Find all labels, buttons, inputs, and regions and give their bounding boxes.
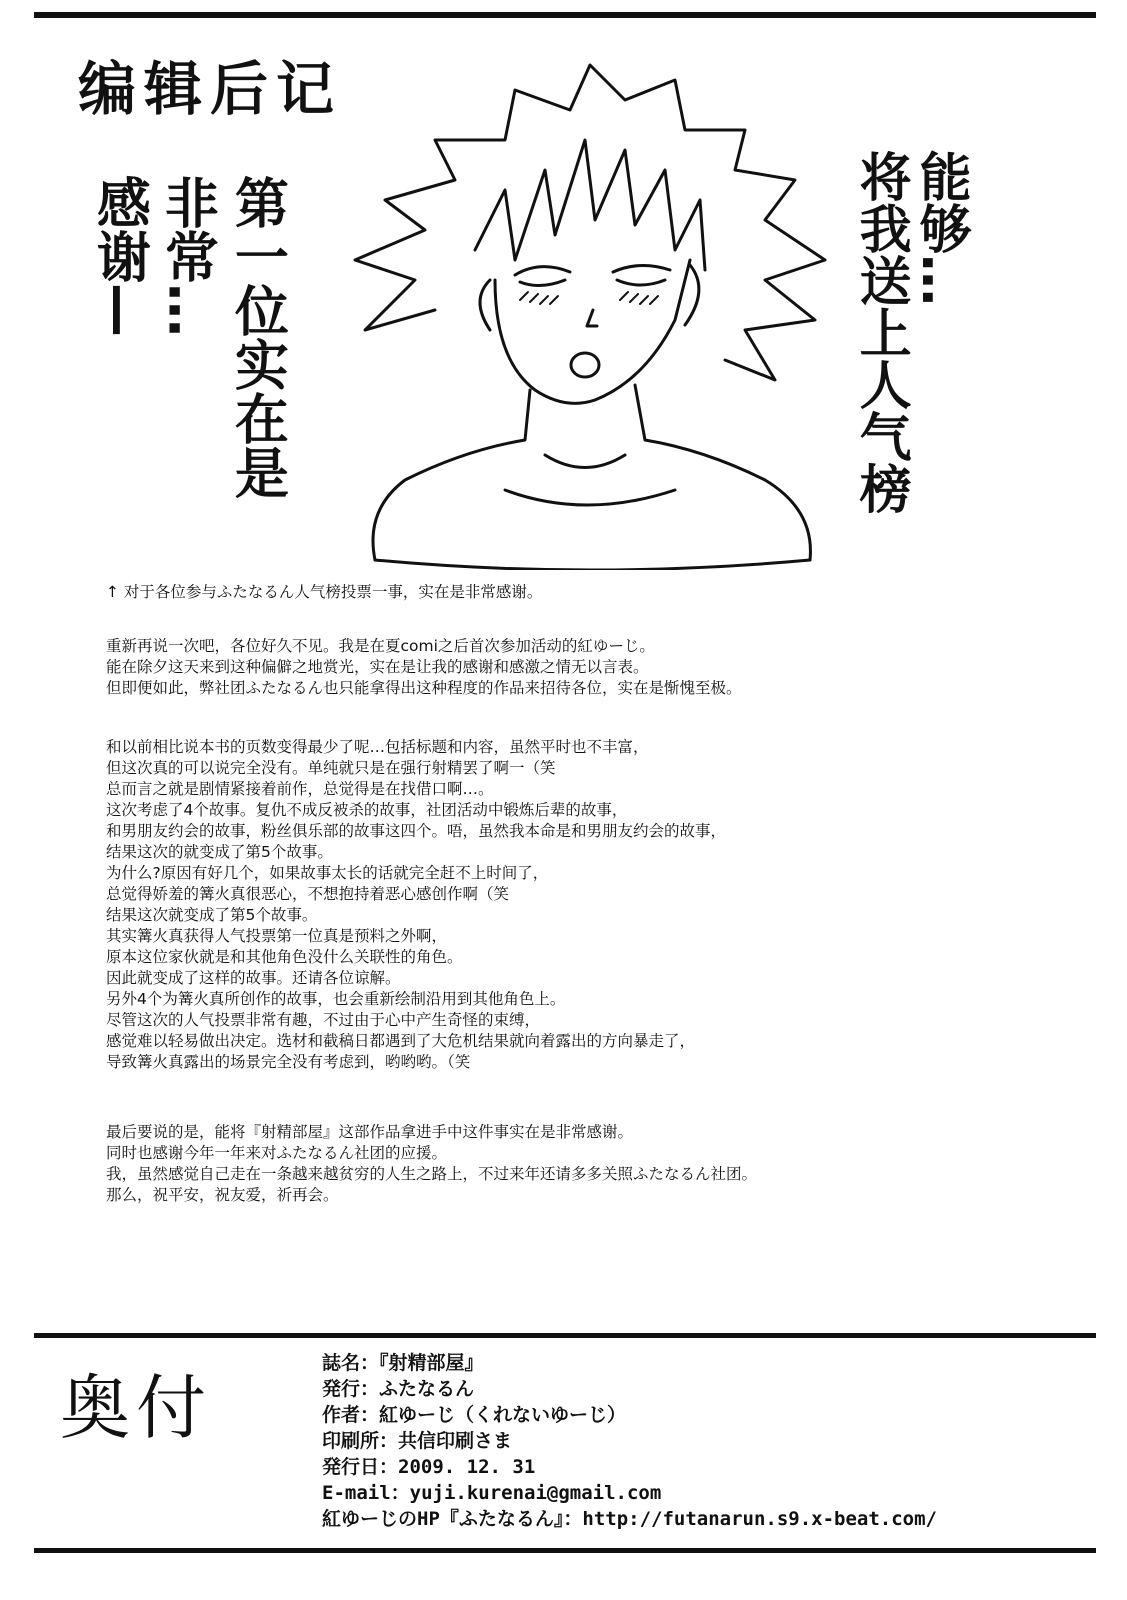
colophon-line-author: 作者：紅ゆーじ（くれないゆーじ） [322,1404,627,1426]
caption-text: ↑ 对于各位参与ふたなるん人气榜投票一事，实在是非常感谢。 [106,583,543,601]
vertical-text-right-1 [912,150,982,306]
vertical-text-left-3 [90,175,160,337]
paragraph-line: 和男朋友约会的故事，粉丝俱乐部的故事这四个。唔，虽然我本命是和男朋友约会的故事， [106,822,727,840]
paragraph-line: 和以前相比说本书的页数变得最少了呢…包括标题和内容，虽然平时也不丰富， [106,738,649,756]
colophon-top-rule [34,1333,1096,1338]
colophon-title: 奥付 [60,1367,212,1449]
colophon-line-publisher: 発行：ふたなるん [322,1378,475,1400]
paragraph-line: 那么，祝平安，祝友爱，祈再会。 [106,1186,339,1204]
vertical-text-left-1-content: 第一位实在是 [226,175,290,499]
paragraph-3 [106,1122,1026,1206]
vertical-text-right-2-content: 将我送上人气榜 [850,150,911,514]
paragraph-line: 这次考虑了4个故事。复仇不成反被杀的故事，社团活动中锻炼后辈的故事， [106,801,628,819]
vertical-text-right-2 [852,150,922,514]
paragraph-line: 为什么?原因有好几个，如果故事太长的话就完全赶不上时间了， [106,864,549,882]
illustration-caption [106,582,1026,603]
paragraph-line: 总而言之就是剧情紧接着前作，总觉得是在找借口啊…。 [106,780,494,798]
paragraph-line: 因此就变成了这样的故事。还请各位谅解。 [106,969,401,987]
colophon-line-printer: 印刷所：共信印刷さま [322,1430,513,1452]
paragraph-line: 其实篝火真获得人气投票第一位真是预料之外啊， [106,927,448,945]
paragraph-line: 导致篝火真露出的场景完全没有考虑到，哟哟哟。（笑 [106,1053,471,1071]
colophon-line-date: 発行日：2009. 12. 31 [322,1456,536,1478]
vertical-text-left-3-content: 感谢— [88,175,152,337]
paragraph-line: 感觉难以轻易做出决定。选材和截稿日都遇到了大危机结果就向着露出的方向暴走了， [106,1032,696,1050]
paragraph-line: 最后要说的是，能将『射精部屋』这部作品拿进手中这件事实在是非常感谢。 [106,1123,634,1141]
paragraph-1 [106,636,1026,699]
top-rule [34,12,1096,18]
paragraph-line: 结果这次就变成了第5个故事。 [106,906,318,924]
vertical-text-right-1-content: 能够… [910,150,971,306]
bottom-rule [34,1548,1096,1553]
character-portrait-illustration [345,60,835,570]
colophon-line-homepage: 紅ゆーじのHP『ふたなるん』：http://futanarun.s9.x-beat.com/ [322,1508,937,1530]
colophon-line-email: E-mail：yuji.kurenai@gmail.com [322,1482,662,1504]
paragraph-2 [106,737,1026,1073]
colophon-line-title: 誌名：『射精部屋』 [322,1352,484,1374]
paragraph-line: 结果这次的就变成了第5个故事。 [106,843,333,861]
paragraph-line: 另外4个为篝火真所创作的故事，也会重新绘制沿用到其他角色上。 [106,990,566,1008]
paragraph-line: 尽管这次的人气投票非常有趣，不过由于心中产生奇怪的束缚， [106,1011,541,1029]
vertical-text-left-2 [158,175,228,337]
paragraph-line: 同时也感谢今年一年来对ふたなるん社团的应援。 [106,1144,448,1162]
paragraph-line: 重新再说一次吧，各位好久不见。我是在夏comi之后首次参加活动的紅ゆーじ。 [106,637,655,655]
vertical-text-left-1 [228,175,298,499]
paragraph-line: 我，虽然感觉自己走在一条越来越贫穷的人生之路上，不过来年还请多多关照ふたなるん社团。 [106,1165,758,1183]
paragraph-line: 能在除夕这天来到这种偏僻之地赏光，实在是让我的感谢和感激之情无以言表。 [106,658,649,676]
colophon-details [322,1350,937,1532]
paragraph-line: 但即便如此，弊社团ふたなるん也只能拿得出这种程度的作品来招待各位，实在是惭愧至极。 [106,679,742,697]
paragraph-line: 总觉得娇羞的篝火真很恶心，不想抱持着恶心感创作啊（笑 [106,885,510,903]
paragraph-line: 但这次真的可以说完全没有。单纯就只是在强行射精罢了啊一（笑 [106,759,556,777]
vertical-text-left-2-content: 非常… [156,175,220,337]
paragraph-line: 原本这位家伙就是和其他角色没什么关联性的角色。 [106,948,463,966]
page-title: 编辑后记 [78,55,343,123]
